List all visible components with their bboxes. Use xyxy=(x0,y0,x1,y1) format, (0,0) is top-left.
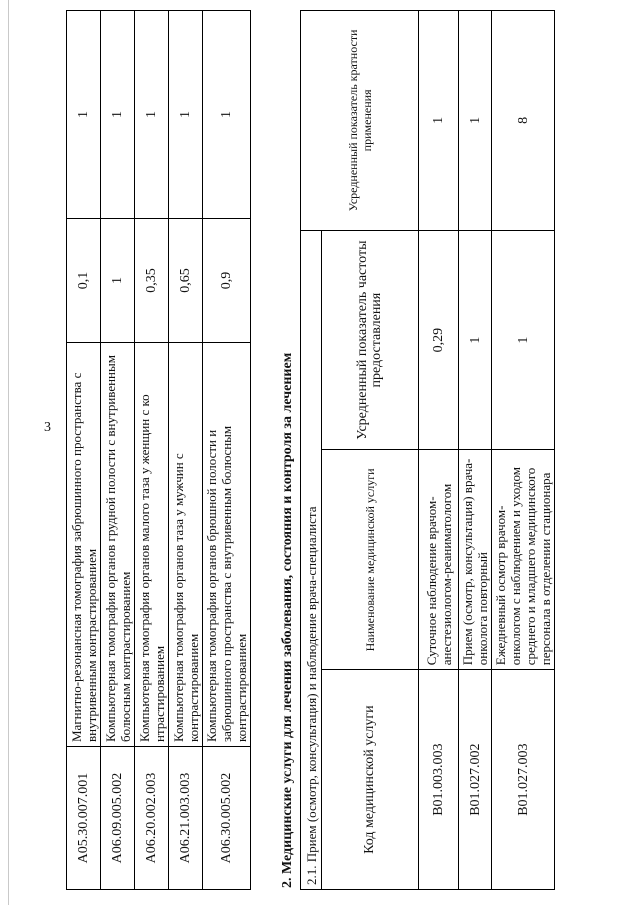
section-heading: 2. Медицинские услуги для лечения заболевания, состояния и контроля за лечением xyxy=(280,352,295,888)
rotated-page-content xyxy=(66,10,640,890)
service-code: A06.09.005.002 xyxy=(101,747,135,890)
frequency-value: 1 xyxy=(492,230,555,450)
service-code: B01.027.002 xyxy=(459,670,492,890)
service-name: Компьютерная томография органов таза у мужчин с контрастированием xyxy=(169,343,203,747)
multiplicity-value: 1 xyxy=(419,11,459,231)
column-header-code: Код медицинской услуги xyxy=(322,670,419,890)
service-code: B01.003.003 xyxy=(419,670,459,890)
table-row xyxy=(67,11,101,890)
table-row xyxy=(169,11,203,890)
frequency-value: 0,65 xyxy=(169,219,203,343)
page-number: 3 xyxy=(44,420,51,435)
table-row xyxy=(101,11,135,890)
page-edge-line xyxy=(8,0,9,905)
frequency-value: 0,9 xyxy=(203,219,251,343)
multiplicity-value: 1 xyxy=(459,11,492,231)
column-header-name: Наименование медицинской услуги xyxy=(322,450,419,670)
frequency-value: 0,35 xyxy=(135,219,169,343)
specialist-consultation-table xyxy=(300,10,555,890)
service-code: A06.21.003.003 xyxy=(169,747,203,890)
multiplicity-value: 8 xyxy=(492,11,555,231)
service-code: B01.027.003 xyxy=(492,670,555,890)
service-name: Прием (осмотр, консультация) врача-онколога повторный xyxy=(459,450,492,670)
services-table-continued xyxy=(66,10,251,890)
service-name: Компьютерная томография органов малого таза у женщин с ко нтрастированием xyxy=(135,343,169,747)
table-row xyxy=(135,11,169,890)
multiplicity-value: 1 xyxy=(135,11,169,219)
frequency-value: 0,1 xyxy=(67,219,101,343)
multiplicity-value: 1 xyxy=(169,11,203,219)
multiplicity-value: 1 xyxy=(101,11,135,219)
service-name: Суточное наблюдение врачом-анестезиологом-реаниматологом xyxy=(419,450,459,670)
subsection-heading: 2.1. Прием (осмотр, консультация) и наблюдение врача-специалиста xyxy=(301,230,322,889)
table-row xyxy=(492,11,555,890)
service-name: Компьютерная томография органов брюшной полости и забрюшинного пространства с внутривенным болюсным контрастированием xyxy=(203,343,251,747)
service-name: Ежедневный осмотр врачом-онкологом с наблюдением и уходом среднего и младшего медицинского персонала в отделении стационара xyxy=(492,450,555,670)
column-header-multiplicity: Усредненный показатель кратности применения xyxy=(301,11,419,231)
multiplicity-value: 1 xyxy=(67,11,101,219)
service-code: A05.30.007.001 xyxy=(67,747,101,890)
service-code: A06.20.002.003 xyxy=(135,747,169,890)
table-subheading-row xyxy=(301,11,322,890)
multiplicity-value: 1 xyxy=(203,11,251,219)
service-code: A06.30.005.002 xyxy=(203,747,251,890)
table-row xyxy=(459,11,492,890)
column-header-frequency: Усредненный показатель частоты предоставления xyxy=(322,230,419,450)
service-name: Магнитно-резонансная томография забрюшинного пространства с внутривенным контрастированием xyxy=(67,343,101,747)
service-name: Компьютерная томография органов грудной полости с внутривенным болюсным контрастированием xyxy=(101,343,135,747)
frequency-value: 1 xyxy=(459,230,492,450)
table-row xyxy=(419,11,459,890)
table-row xyxy=(203,11,251,890)
frequency-value: 1 xyxy=(101,219,135,343)
frequency-value: 0,29 xyxy=(419,230,459,450)
